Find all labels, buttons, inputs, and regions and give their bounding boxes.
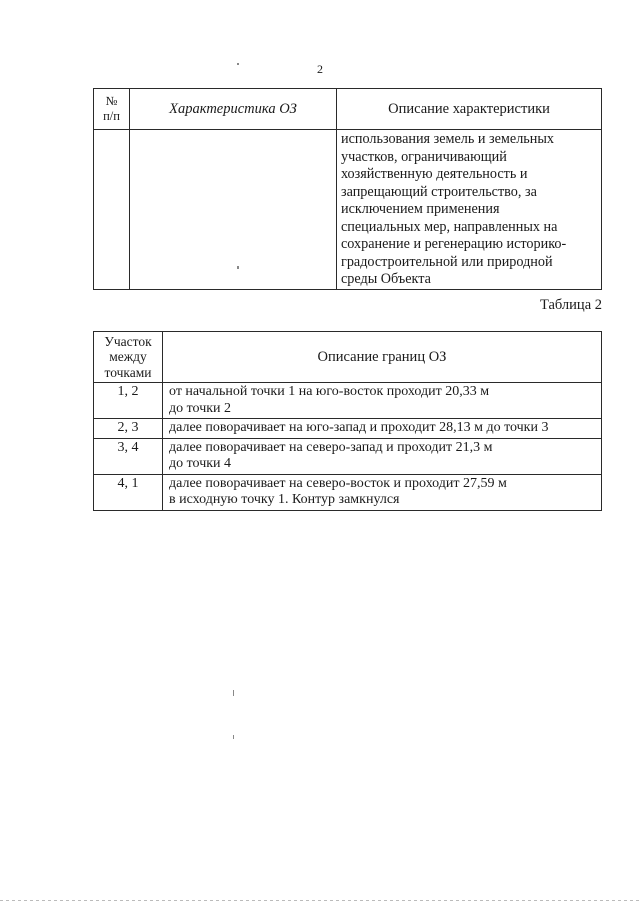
description-line: специальных мер, направленных на bbox=[341, 218, 558, 235]
header-characteristic: Характеристика ОЗ bbox=[130, 89, 337, 130]
segment-cell: 4, 1 bbox=[94, 474, 163, 510]
scan-edge bbox=[0, 900, 640, 901]
header-segment-line: между bbox=[109, 349, 147, 365]
boundary-line: далее поворачивает на юго-запад и проходит 28,13 м до точки 3 bbox=[169, 420, 549, 435]
scan-speck bbox=[237, 63, 239, 65]
header-number bbox=[94, 89, 130, 130]
table-row bbox=[94, 383, 602, 419]
header-segment-line: точками bbox=[104, 364, 152, 380]
table2-caption: Таблица 2 bbox=[539, 297, 602, 313]
description-line: использования земель и земельных bbox=[341, 131, 554, 147]
description-line: исключением применения bbox=[341, 201, 500, 217]
table-header-row bbox=[94, 89, 602, 130]
boundaries-table bbox=[93, 331, 602, 511]
table-row bbox=[94, 130, 602, 290]
header-segment-line: Участок bbox=[104, 333, 152, 349]
header-number-line: п/п bbox=[103, 109, 120, 123]
boundary-line: до точки 2 bbox=[169, 400, 232, 416]
boundary-description-cell bbox=[163, 438, 602, 474]
description-line: запрещающий строительство, за bbox=[341, 183, 537, 200]
description-line: среды Объекта bbox=[341, 271, 431, 287]
scan-speck bbox=[233, 690, 234, 696]
header-boundary-description: Описание границ ОЗ bbox=[163, 332, 602, 383]
boundary-line: до точки 4 bbox=[169, 456, 232, 471]
segment-cell: 3, 4 bbox=[94, 438, 163, 474]
page-number: 2 bbox=[317, 62, 323, 76]
boundary-description-cell bbox=[163, 474, 602, 510]
boundary-description-cell bbox=[163, 419, 602, 439]
segment-cell: 1, 2 bbox=[94, 383, 163, 419]
table-row bbox=[94, 474, 602, 510]
header-number-line: № bbox=[105, 94, 118, 108]
header-description: Описание характеристики bbox=[337, 89, 602, 130]
table-row bbox=[94, 419, 602, 439]
table-header-row bbox=[94, 332, 602, 383]
table-row bbox=[94, 438, 602, 474]
boundary-line: далее поворачивает на северо-запад и проходит 21,3 м bbox=[169, 439, 493, 455]
boundary-line: от начальной точки 1 на юго-восток проходит 20,33 м bbox=[169, 384, 490, 399]
description-line: хозяйственную деятельность и bbox=[341, 166, 528, 182]
scan-speck bbox=[237, 266, 239, 269]
characteristics-table bbox=[93, 88, 602, 290]
header-segment bbox=[94, 332, 163, 383]
segment-cell: 2, 3 bbox=[94, 419, 163, 439]
row-description-cell bbox=[337, 130, 602, 290]
row-number-cell bbox=[94, 130, 130, 290]
description-line: градостроительной или природной bbox=[341, 253, 553, 270]
boundary-line: в исходную точку 1. Контур замкнулся bbox=[169, 492, 400, 507]
boundary-description-cell bbox=[163, 383, 602, 419]
boundary-line: далее поворачивает на северо-восток и проходит 27,59 м bbox=[169, 475, 507, 491]
row-characteristic-cell bbox=[130, 130, 337, 290]
description-line: сохранение и регенерацию историко- bbox=[341, 236, 567, 252]
scan-speck bbox=[233, 735, 234, 739]
description-line: участков, ограничивающий bbox=[341, 148, 507, 165]
